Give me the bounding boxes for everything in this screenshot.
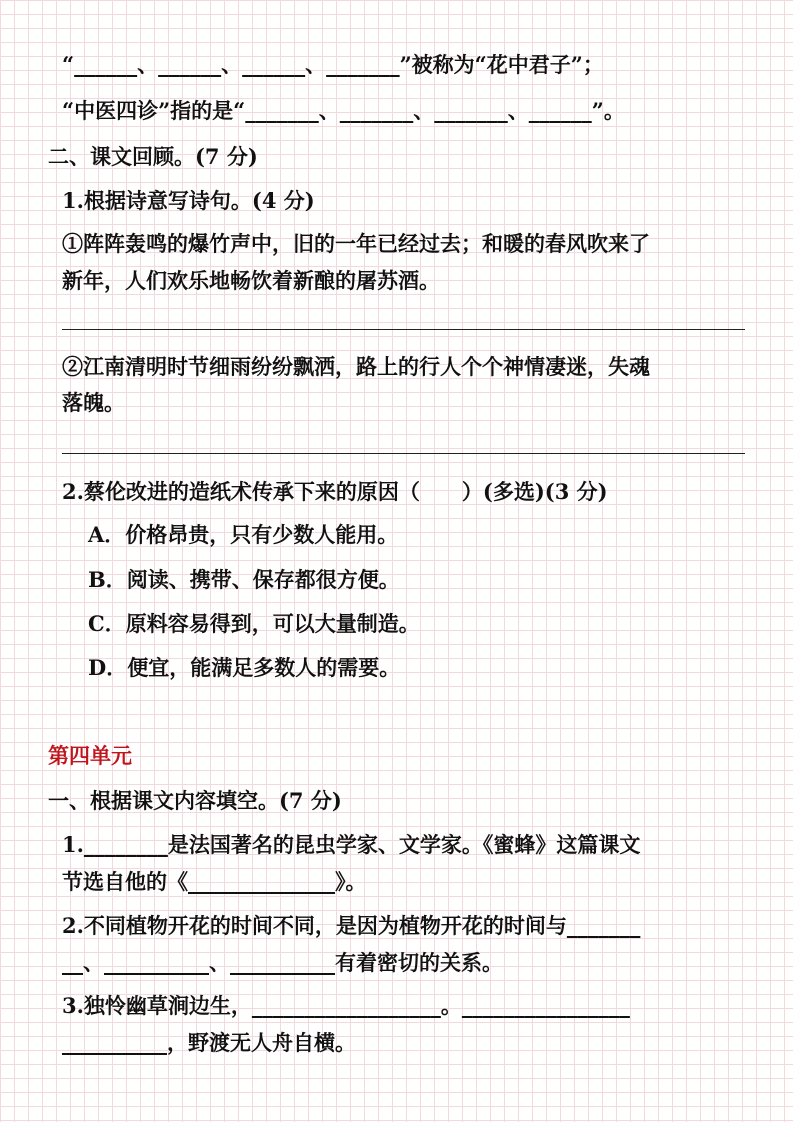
answer-line-1 [62,329,745,330]
question-1-title: 1.根据诗意写诗句。(4 分) [62,188,315,213]
answer-line-2 [62,453,745,454]
question-1-prompt-1-line-1: ①阵阵轰鸣的爆竹声中，旧的一年已经过去；和暖的春风吹来了 [62,231,650,256]
section-heading-text-review: 二、课文回顾。(7 分) [48,144,258,169]
fill-line-four-gentlemen: “______、______、______、_______”被称为“花中君子”； [62,52,604,77]
option-d: D．便宜，能满足多数人的需要。 [88,655,401,680]
option-a: A．价格昂贵，只有少数人能用。 [88,522,399,547]
option-b: B．阅读、携带、保存都很方便。 [88,567,400,592]
unit-4-question-2-line-1: 2.不同植物开花的时间不同，是因为植物开花的时间与_______ [62,913,641,938]
unit-4-question-3-line-2: __________，野渡无人舟自横。 [62,1030,356,1055]
fill-line-four-diagnoses: “中医四诊”指的是“_______、_______、_______、______”。 [62,98,625,123]
unit-4-question-1-line-1: 1.________是法国著名的昆虫学家、文学家。《蜜蜂》这篇课文 [62,832,641,857]
unit-4-section-heading: 一、根据课文内容填空。(7 分) [48,788,342,813]
question-1-prompt-2-line-2: 落魄。 [62,390,125,415]
unit-4-question-3-line-1: 3.独怜幽草涧边生，__________________。________________ [62,993,630,1018]
unit-4-question-1-line-2: 节选自他的《______________》。 [62,869,367,894]
option-c: C．原料容易得到，可以大量制造。 [88,611,420,636]
unit-4-question-2-line-2: __、__________、__________有着密切的关系。 [62,950,503,975]
question-2-title: 2.蔡伦改进的造纸术传承下来的原因（ ）(多选)(3 分) [62,479,608,504]
unit-4-title: 第四单元 [48,743,132,768]
question-1-prompt-2-line-1: ②江南清明时节细雨纷纷飘洒，路上的行人个个神情凄迷，失魂 [62,354,650,379]
question-1-prompt-1-line-2: 新年，人们欢乐地畅饮着新酿的屠苏酒。 [62,268,440,293]
